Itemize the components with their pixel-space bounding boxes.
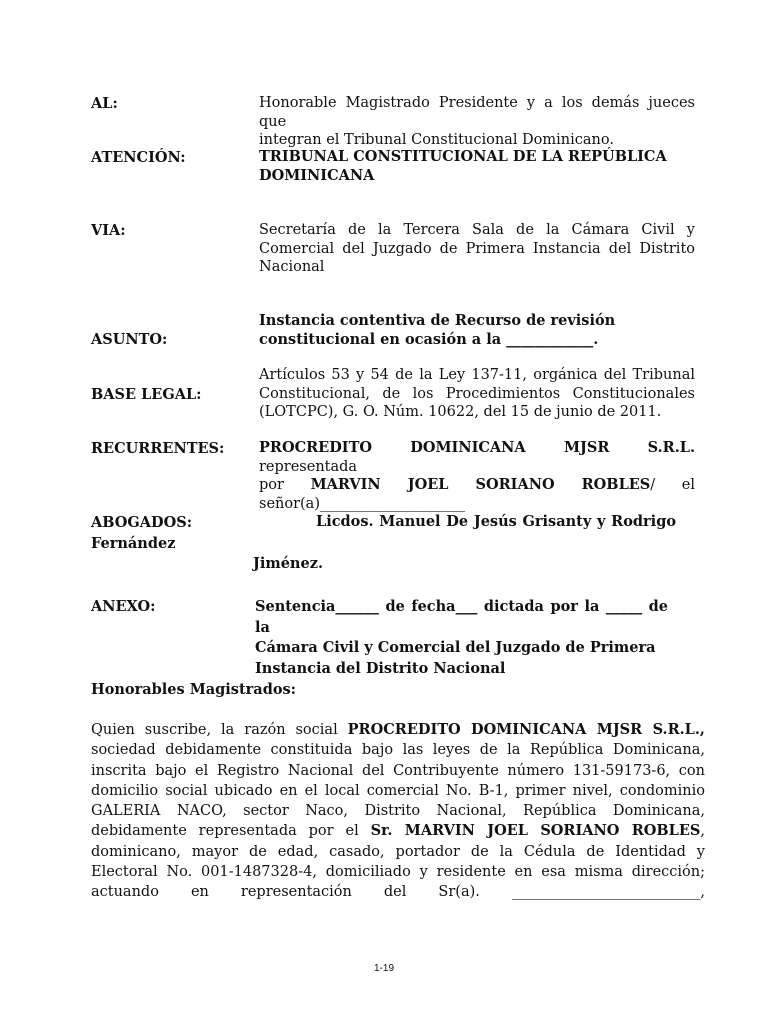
atencion-value (259, 148, 695, 185)
abogados-line-2: Fernández (91, 535, 176, 552)
body-line-2: sociedad debidamente constituida bajo las leyes de la República Dominicana, (91, 742, 705, 759)
anexo-label: ANEXO: (91, 598, 156, 615)
body-line-1-text: Quien suscribe, la razón social (91, 722, 348, 738)
recurrentes-value (259, 439, 695, 513)
base-legal-line-2: Constitucional, de los Procedimientos Constitucionales (259, 385, 695, 402)
via-line-2: Comercial del Juzgado de Primera Instancia del Distrito (259, 240, 695, 257)
recurrentes-el: / el (650, 477, 696, 493)
salutation: Honorables Magistrados: (91, 681, 297, 698)
body-line-4: domicilio social ubicado en el local comercial No. B-1, primer nivel, condominio (91, 782, 705, 799)
al-value (259, 94, 695, 150)
recurrentes-name: MARVIN JOEL SORIANO ROBLES (310, 476, 651, 493)
anexo-line-3: Instancia del Distrito Nacional (255, 659, 506, 677)
body-line-8: Electoral No. 001-1487328-4, domiciliado y residente en esa misma dirección; (91, 864, 705, 881)
via-value (259, 221, 695, 277)
body-line-5: GALERIA NACO, sector Naco, Distrito Nacional, República Dominicana, (91, 803, 705, 820)
atencion-line-2: DOMINICANA (259, 166, 375, 184)
base-legal-label: BASE LEGAL: (91, 386, 202, 403)
body-line-3: inscrita bajo el Registro Nacional del Contribuyente número 131-59173-6, con (91, 762, 705, 779)
recurrentes-company: PROCREDITO DOMINICANA MJSR S.R.L. (259, 439, 695, 456)
via-line-1: Secretaría de la Tercera Sala de la Cámara Civil y (259, 222, 695, 238)
page-number: 1-19 (373, 963, 394, 974)
body-line-1 (91, 720, 705, 740)
asunto-line-1: Instancia contentiva de Recurso de revisión (259, 312, 616, 329)
anexo-line-2: Cámara Civil y Comercial del Juzgado de Primera (255, 639, 656, 656)
asunto-line-2: constitucional en ocasión a la ____________. (259, 330, 599, 348)
recurrentes-senor: señor(a)____________________ (259, 495, 465, 512)
al-line-1: Honorable Magistrado Presidente y a los demás jueces que (259, 95, 695, 130)
base-legal-line-1: Artículos 53 y 54 de la Ley 137-11, orgánica del Tribunal (259, 367, 695, 383)
recurrentes-represented: representada (259, 458, 358, 475)
recurrentes-line-2 (259, 476, 695, 495)
recurrentes-line-1 (259, 439, 695, 476)
atencion-line-1: TRIBUNAL CONSTITUCIONAL DE LA REPÚBLICA (259, 148, 667, 165)
al-line-2: integran el Tribunal Constitucional Dominicano. (259, 132, 614, 148)
body-line-9: actuando en representación del Sr(a). __________________________, (91, 884, 705, 901)
base-legal-value (259, 366, 695, 422)
via-line-3: Nacional (259, 259, 325, 275)
abogados-line-3: Jiménez. (253, 555, 323, 572)
anexo-value (255, 597, 668, 679)
asunto-value (259, 312, 695, 349)
base-legal-line-3: (LOTCPC), G. O. Núm. 10622, del 15 de junio de 2011. (259, 404, 662, 420)
recurrentes-por: por (259, 477, 284, 493)
anexo-line-1: Sentencia______ de fecha___ dictada por la _____ de la (255, 598, 668, 636)
body-line-6-comma: , (700, 823, 706, 840)
recurrentes-label: RECURRENTES: (91, 440, 225, 457)
asunto-label: ASUNTO: (91, 331, 168, 348)
abogados-line-1: Licdos. Manuel De Jesús Grisanty y Rodrigo (316, 513, 676, 530)
body-line-6 (91, 821, 705, 841)
body-line-6-text: debidamente representada por el (91, 823, 371, 840)
abogados-label: ABOGADOS: (91, 514, 193, 531)
al-label: AL: (91, 95, 118, 112)
via-label: VIA: (91, 222, 126, 239)
body-line-7: dominicano, mayor de edad, casado, portador de la Cédula de Identidad y (91, 843, 705, 860)
body-paragraph (91, 720, 705, 903)
atencion-label: ATENCIÓN: (91, 149, 186, 166)
body-representative: Sr. MARVIN JOEL SORIANO ROBLES (370, 822, 701, 840)
body-company: PROCREDITO DOMINICANA MJSR S.R.L., (347, 721, 705, 738)
